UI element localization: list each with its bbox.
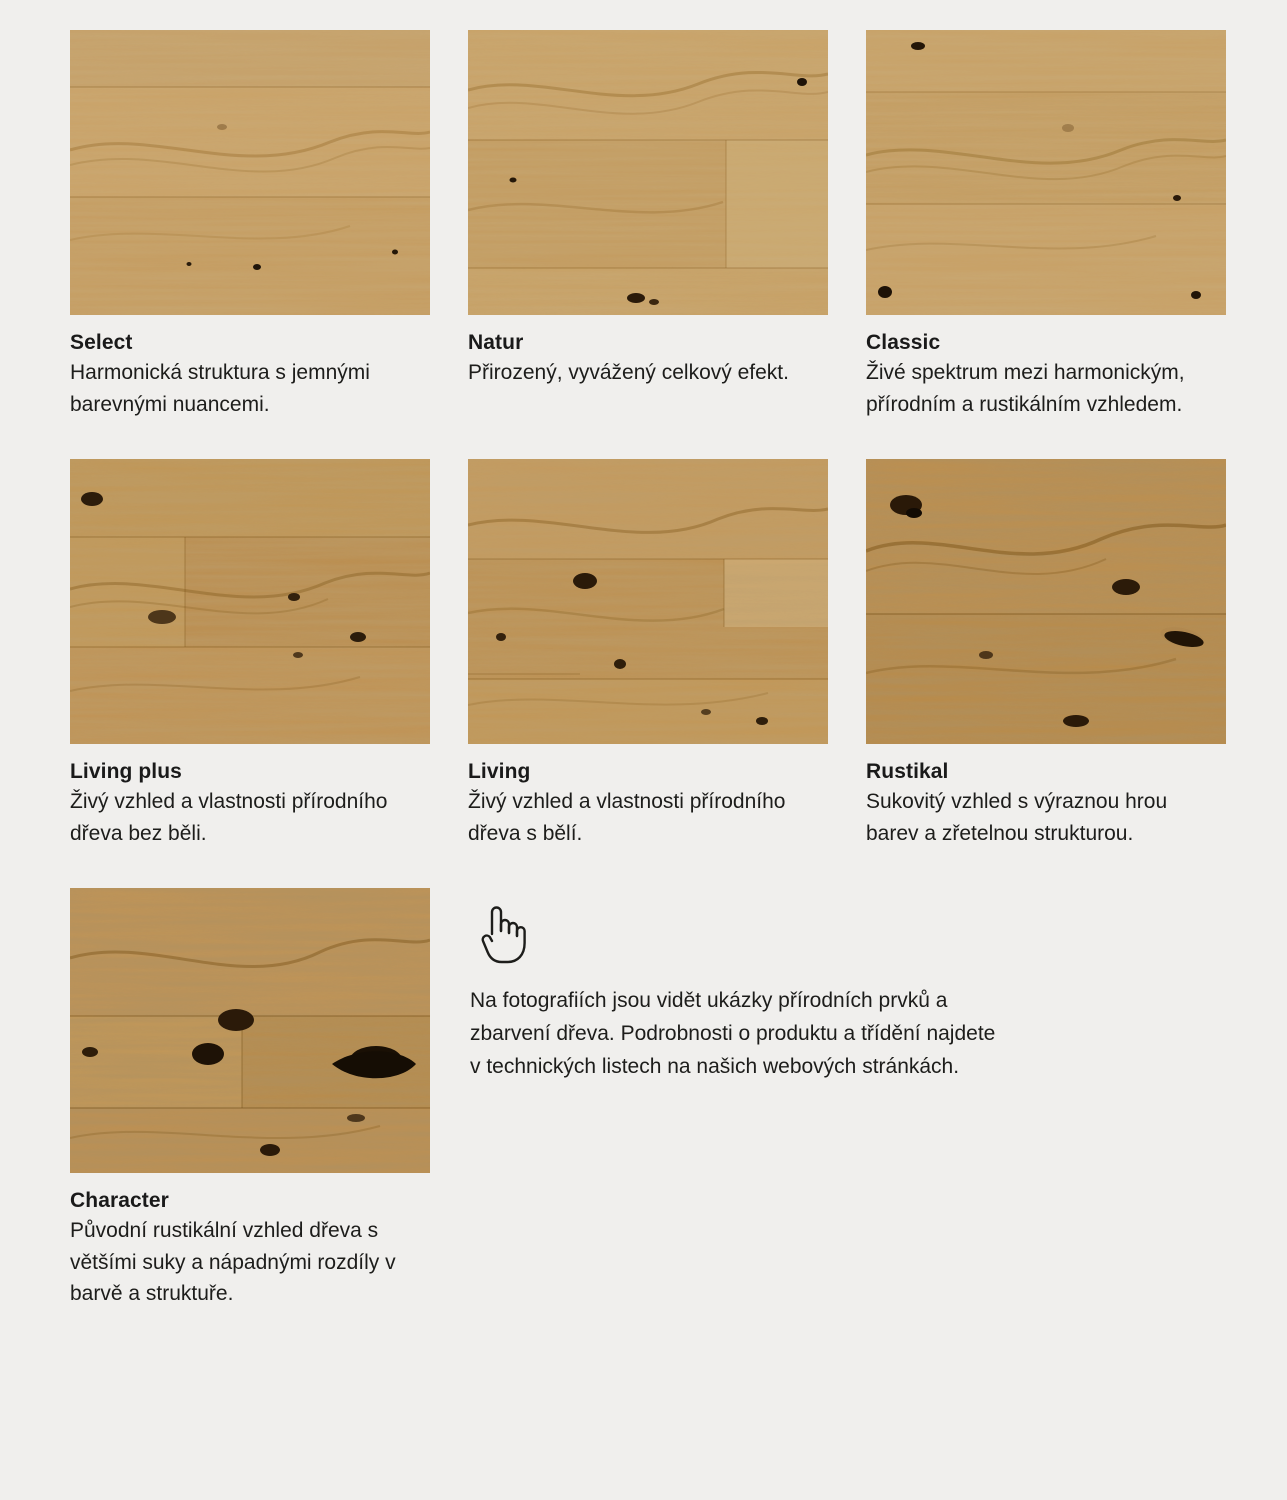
card-title: Living plus [70, 759, 182, 783]
card-description: Živý vzhled a vlastnosti přírodního dřeva s bělí. [468, 789, 786, 845]
oak-living-swatch [468, 459, 828, 744]
card-title: Living [468, 759, 531, 783]
card-description: Harmonická struktura s jemnými barevnými nuancemi. [70, 361, 370, 416]
pointing-hand-icon [470, 898, 530, 968]
card-description: Sukovitý vzhled s výraznou hrou barev a zřetelnou strukturou. [866, 789, 1168, 845]
wood-grade-card[interactable] [866, 459, 1226, 850]
wood-grade-card[interactable] [70, 30, 430, 421]
oak-natur-swatch [468, 30, 828, 315]
card-description: Živé spektrum mezi harmonickým, přírodním a rustikálním vzhledem. [866, 361, 1185, 416]
card-title: Rustikal [866, 759, 949, 783]
oak-classic-swatch [866, 30, 1226, 315]
card-description: Přirozený, vyvážený celkový efekt. [468, 361, 789, 384]
wood-grade-grid [70, 30, 1227, 1348]
card-description: Původní rustikální vzhled dřeva s většími suky a nápadnými rozdíly v barvě a struktuře. [70, 1218, 396, 1306]
note-text: Na fotografiích jsou vidět ukázky přírodních prvků a zbarvení dřeva. Podrobnosti o produktu a třídění najdete v technických listech na našich webových stránkách. [470, 988, 996, 1078]
note-block [468, 898, 1226, 1349]
wood-grade-card[interactable] [70, 888, 430, 1311]
oak-select-swatch [70, 30, 430, 315]
card-title: Select [70, 331, 133, 354]
card-title: Character [70, 1188, 169, 1212]
card-description: Živý vzhled a vlastnosti přírodního dřeva bez běli. [70, 789, 388, 845]
wood-grade-card[interactable] [468, 459, 828, 850]
card-title: Classic [866, 331, 941, 354]
oak-character-swatch [70, 888, 430, 1173]
wood-grade-card[interactable] [468, 30, 828, 421]
wood-grade-card[interactable] [70, 459, 430, 850]
wood-grade-card[interactable] [866, 30, 1226, 421]
oak-living-plus-swatch [70, 459, 430, 744]
card-title: Natur [468, 331, 524, 354]
oak-rustikal-swatch [866, 459, 1226, 744]
